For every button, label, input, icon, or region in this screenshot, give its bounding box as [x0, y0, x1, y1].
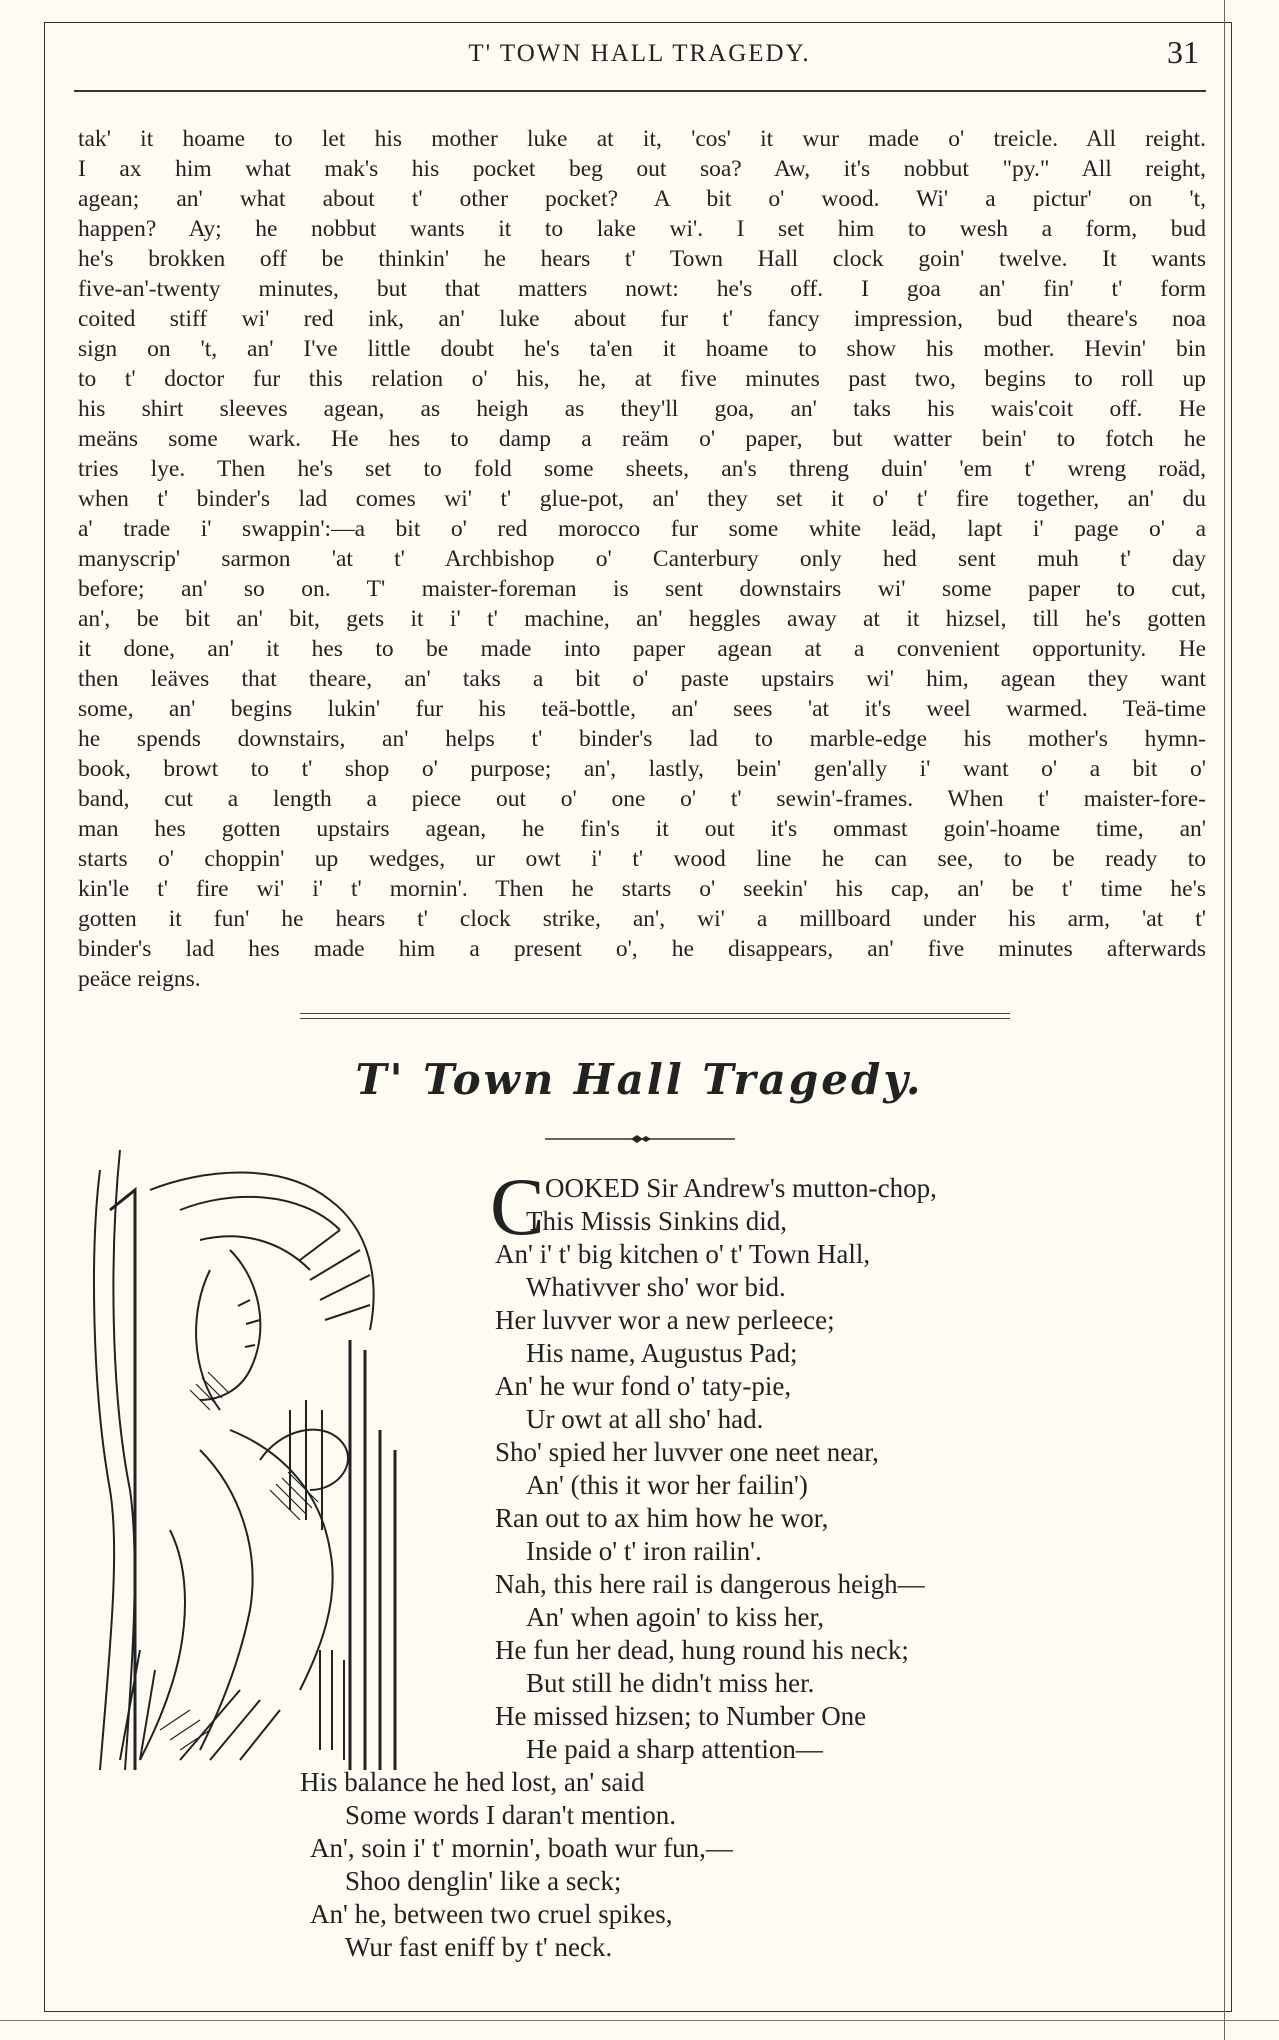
poem-line: An' i' t' big kitchen o' t' Town Hall, [495, 1239, 871, 1269]
prose-line: book, browt to t' shop o' purpose; an', lastly, bein' gen'ally i' want o' a bit o' [78, 756, 1206, 782]
poem-line: But still he didn't miss her. [526, 1668, 815, 1698]
ornament-rule [545, 1134, 735, 1144]
prose-line: five-an'-twenty minutes, but that matters nowt: he's off. I goa an' fin' t' form [78, 276, 1206, 302]
prose-line: I ax him what mak's his pocket beg out soa? Aw, it's nobbut "py." All reight, [78, 156, 1206, 182]
poem-line: He fun her dead, hung round his neck; [495, 1635, 909, 1665]
page-edge-bottom [0, 2020, 1279, 2021]
prose-body [78, 124, 1206, 994]
poem-line: He paid a sharp attention— [526, 1734, 823, 1764]
prose-line: he's brokken off be thinkin' he hears t' Town Hall clock goin' twelve. It wants [78, 246, 1206, 272]
poem-line: An' when agoin' to kiss her, [526, 1602, 825, 1632]
prose-line: he spends downstairs, an' helps t' binder's lad to marble-edge his mother's hymn- [78, 726, 1206, 752]
prose-line: manyscrip' sarmon 'at t' Archbishop o' Canterbury only hed sent muh t' day [78, 546, 1206, 572]
poem-line: He missed hizsen; to Number One [495, 1701, 867, 1731]
poem-line: OOKED Sir Andrew's mutton-chop, [545, 1173, 937, 1203]
poem-line: Shoo denglin' like a seck; [345, 1866, 622, 1896]
prose-line: agean; an' what about t' other pocket? A bit o' wood. Wi' a pictur' on 't, [78, 186, 1206, 212]
prose-line: kin'le t' fire wi' i' t' mornin'. Then he starts o' seekin' his cap, an' be t' time he's [78, 876, 1206, 902]
prose-line: man hes gotten upstairs agean, he fin's it out it's ommast goin'-hoame time, an' [78, 816, 1206, 842]
poem-line: Inside o' t' iron railin'. [526, 1536, 762, 1566]
poem-line: His name, Augustus Pad; [526, 1338, 798, 1368]
poem-line: Wur fast eniff by t' neck. [345, 1932, 613, 1962]
prose-line: gotten it fun' he hears t' clock strike, an', wi' a millboard under his arm, 'at t' [78, 906, 1206, 932]
prose-line: band, cut a length a piece out o' one o' t' sewin'-frames. When t' maister-fore- [78, 786, 1206, 812]
poem-line: This Missis Sinkins did, [526, 1206, 788, 1236]
poem-line: An' he, between two cruel spikes, [310, 1899, 673, 1929]
page-number: 31 [1167, 34, 1199, 70]
prose-line: meäns some wark. He hes to damp a reäm o' paper, but watter bein' to fotch he [78, 426, 1206, 452]
poem-line: Whativver sho' wor bid. [526, 1272, 786, 1302]
gothic-figure-illustration [80, 1130, 440, 1770]
prose-line: coited stiff wi' red ink, an' luke about fur t' fancy impression, bud theare's noa [78, 306, 1206, 332]
page-edge-right [1224, 0, 1225, 2040]
poem-line: Sho' spied her luvver one neet near, [495, 1437, 879, 1467]
header-rule [74, 90, 1206, 92]
poem-line: His balance he hed lost, an' said [300, 1767, 645, 1797]
poem-line: An', soin i' t' mornin', boath wur fun,— [310, 1833, 733, 1863]
prose-line: sign on 't, an' I've little doubt he's ta'en it hoame to show his mother. Hevin' bin [78, 336, 1206, 362]
poem-line: Ur owt at all sho' had. [526, 1404, 764, 1434]
poem-line: Some words I daran't mention. [345, 1800, 677, 1830]
prose-line: happen? Ay; he nobbut wants it to lake wi'. I set him to wesh a form, bud [78, 216, 1206, 242]
drop-cap: C [490, 1161, 545, 1252]
prose-line: a' trade i' swappin':—a bit o' red morocco fur some white leäd, lapt i' page o' a [78, 516, 1206, 542]
prose-line: tries lye. Then he's set to fold some sheets, an's threng duin' 'em t' wreng roäd, [78, 456, 1206, 482]
prose-line: peäce reigns. [78, 966, 201, 992]
prose-line: when t' binder's lad comes wi' t' glue-pot, an' they set it o' t' fire together, an' du [78, 486, 1206, 512]
poem-line: Nah, this here rail is dangerous heigh— [495, 1569, 925, 1599]
prose-line: his shirt sleeves agean, as heigh as they'll goa, an' taks his wais'coit off. He [78, 396, 1206, 422]
prose-line: an', be bit an' bit, gets it i' t' machine, an' heggles away at it hizsel, till he's gotten [78, 606, 1206, 632]
prose-line: then leäves that theare, an' taks a bit o' paste upstairs wi' him, agean they want [78, 666, 1206, 692]
poem-title: T' Town Hall Tragedy. [355, 1055, 924, 1104]
prose-line: tak' it hoame to let his mother luke at it, 'cos' it wur made o' treicle. All reight. [78, 126, 1206, 152]
prose-line: some, an' begins lukin' fur his teä-bottle, an' sees 'at it's weel warmed. Teä-time [78, 696, 1206, 722]
poem-line: An' he wur fond o' taty-pie, [495, 1371, 792, 1401]
prose-line: it done, an' it hes to be made into paper agean at a convenient opportunity. He [78, 636, 1206, 662]
prose-line: binder's lad hes made him a present o', he disappears, an' five minutes afterwards [78, 936, 1206, 962]
poem-line: Ran out to ax him how he wor, [495, 1503, 829, 1533]
poem-line: An' (this it wor her failin') [526, 1470, 808, 1500]
prose-line: starts o' choppin' up wedges, ur owt i' t' wood line he can see, to be ready to [78, 846, 1206, 872]
poem-line: Her luvver wor a new perleece; [495, 1305, 835, 1335]
running-header: T' TOWN HALL TRAGEDY. [468, 40, 811, 67]
prose-line: before; an' so on. T' maister-foreman is sent downstairs wi' some paper to cut, [78, 576, 1206, 602]
section-divider [300, 1013, 1010, 1019]
prose-line: to t' doctor fur this relation o' his, he, at five minutes past two, begins to roll up [78, 366, 1206, 392]
